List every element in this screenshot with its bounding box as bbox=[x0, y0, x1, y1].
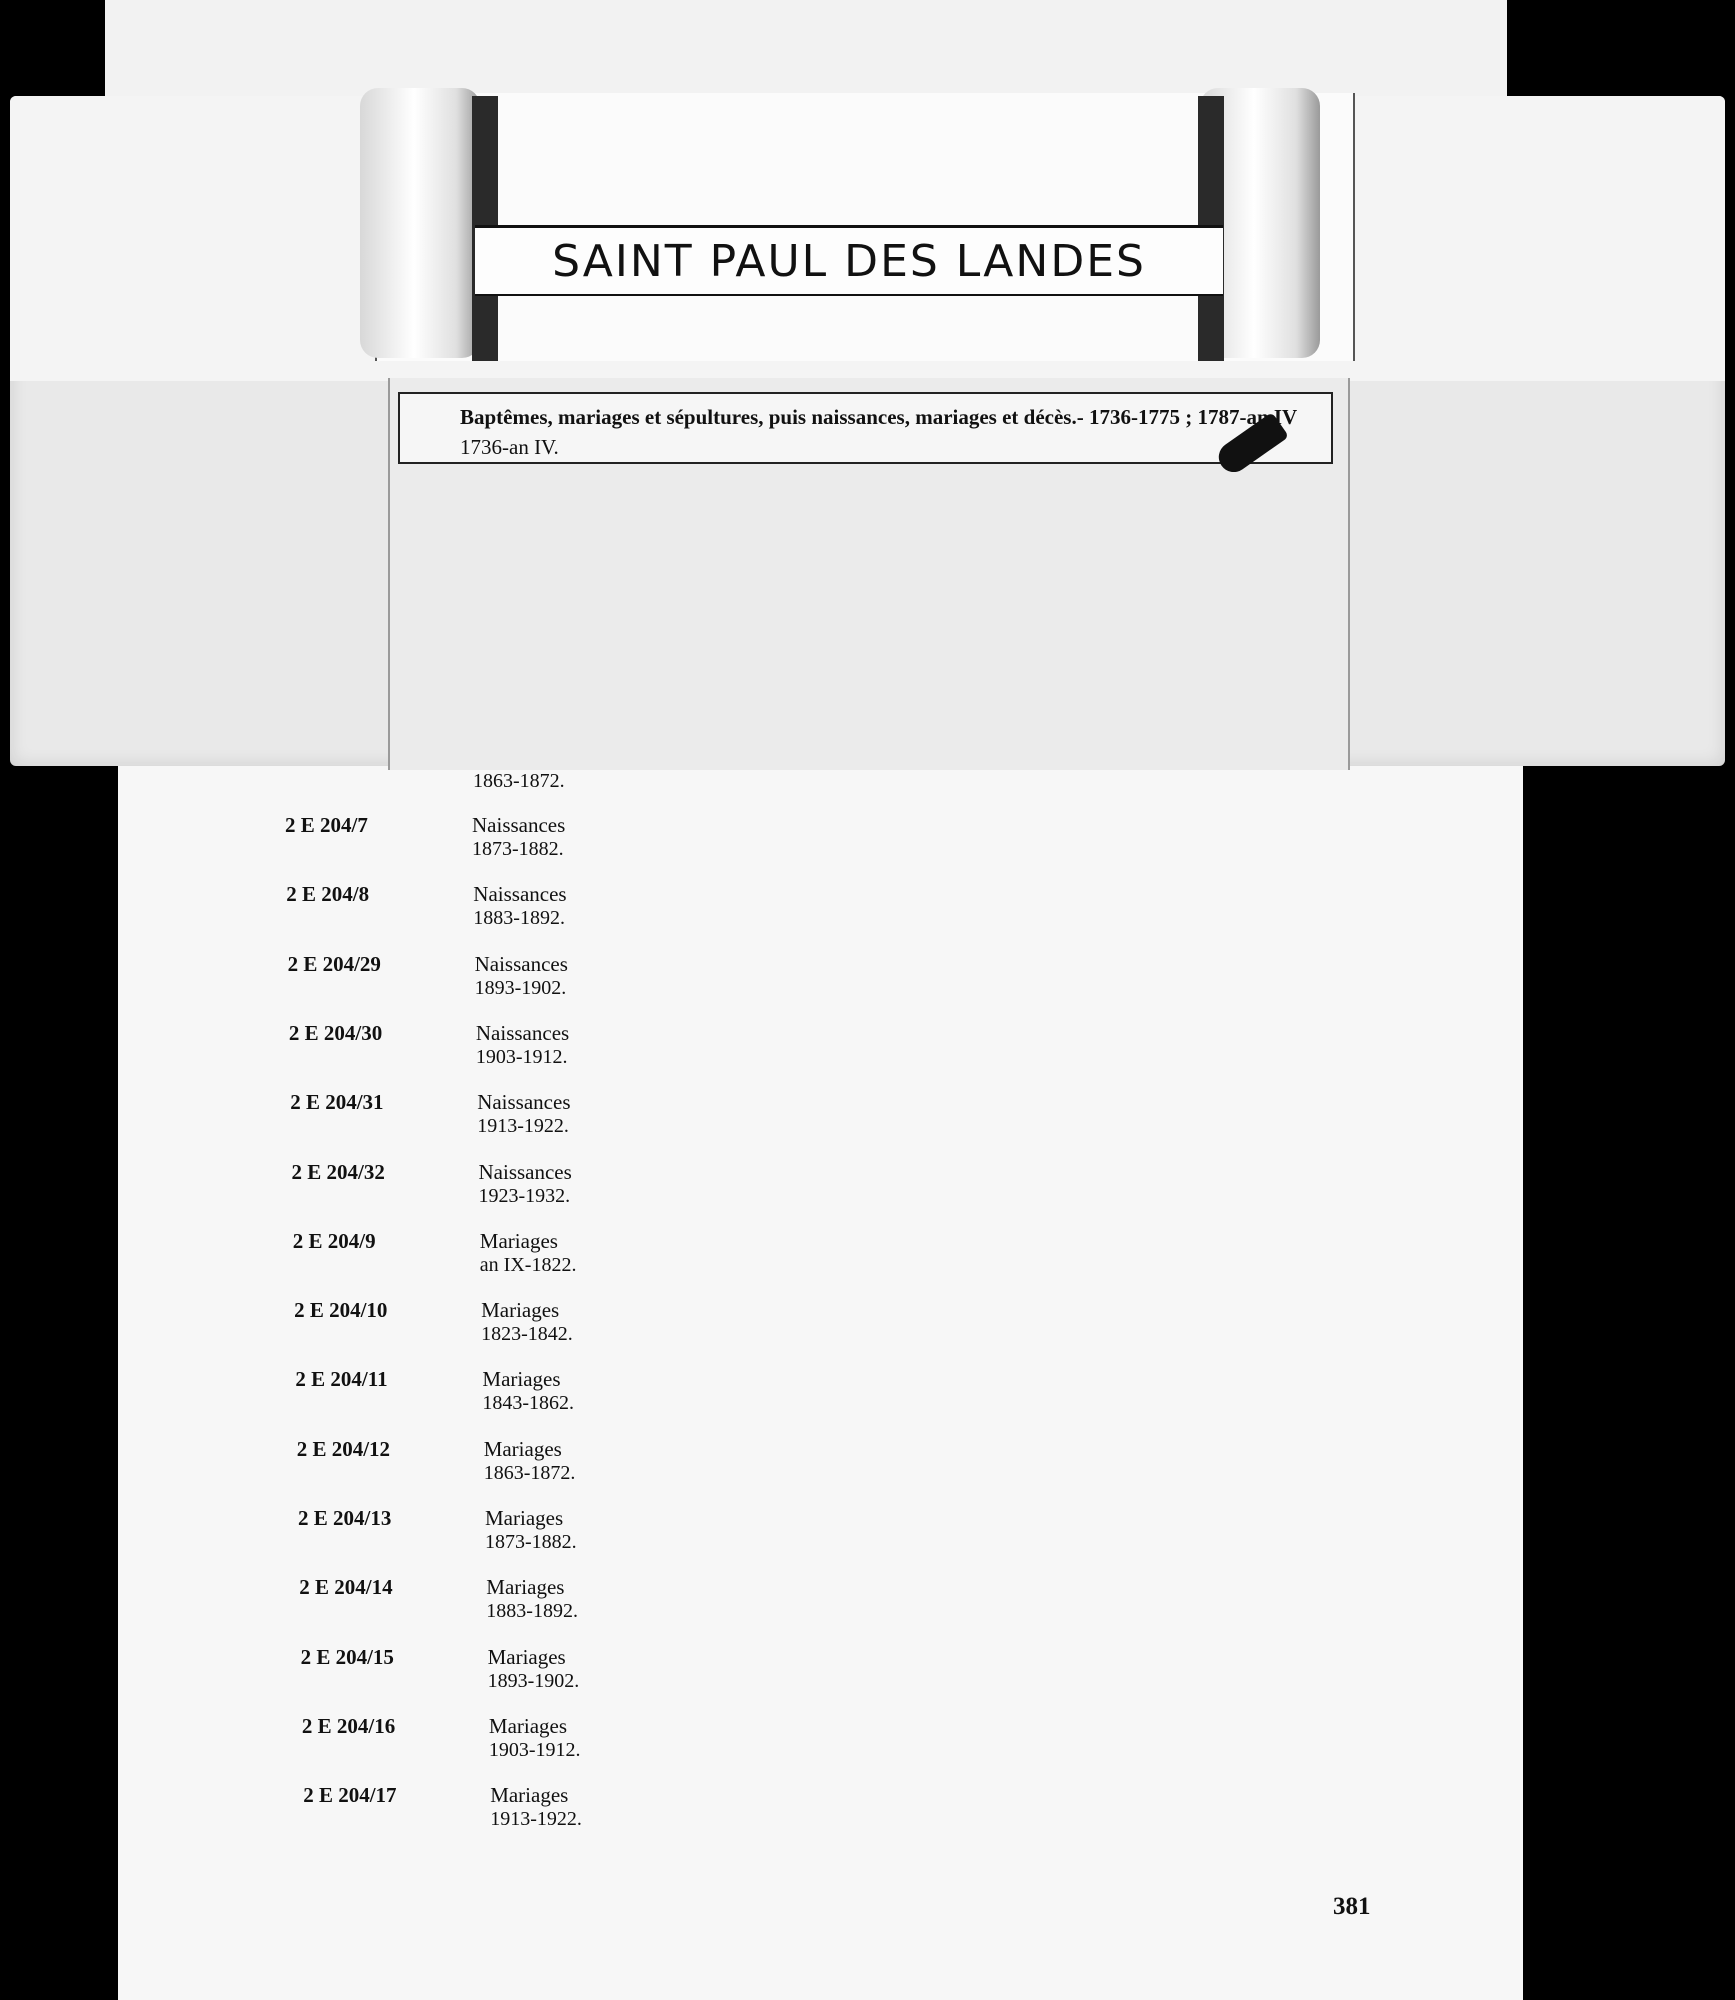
entry-type: Naissances bbox=[477, 1090, 571, 1115]
folder-description bbox=[398, 392, 1333, 464]
entry-code: 2 E 204/29 bbox=[287, 951, 381, 976]
entry-dates: 1873-1882. bbox=[485, 1531, 577, 1553]
entry-code: 2 E 204/17 bbox=[303, 1783, 397, 1808]
folder-title: SAINT PAUL DES LANDES bbox=[552, 235, 1146, 287]
entry-dates: 1913-1922. bbox=[490, 1808, 582, 1831]
entry-type: Mariages bbox=[481, 1298, 560, 1323]
entry-dates: 1903-1912. bbox=[475, 1045, 568, 1068]
description-line-1: Baptêmes, mariages et sépultures, puis naissances, mariages et décès.- 1736-1775 ; 1787-an IV bbox=[460, 405, 1298, 429]
entry-code: 2 E 204/12 bbox=[296, 1436, 391, 1461]
entry-type: Naissances bbox=[475, 1020, 570, 1045]
entry-dates: an IX-1822. bbox=[479, 1253, 577, 1276]
entry-code: 2 E 204/9 bbox=[292, 1228, 376, 1253]
entry-type: Mariages bbox=[490, 1783, 569, 1808]
entry-code: 2 E 204/31 bbox=[290, 1090, 384, 1115]
entry-type: Mariages bbox=[482, 1367, 561, 1392]
entry-dates: 1843-1862. bbox=[482, 1392, 575, 1415]
entry-code: 2 E 204/10 bbox=[294, 1298, 388, 1323]
entry-dates: 1923-1932. bbox=[478, 1184, 571, 1207]
entry-dates: 1883-1892. bbox=[473, 907, 565, 930]
entry-code: 2 E 204/8 bbox=[286, 882, 370, 907]
entry-type: Mariages bbox=[485, 1506, 564, 1530]
page-number: 381 bbox=[1333, 1893, 1371, 1920]
entry-type: Mariages bbox=[487, 1644, 566, 1669]
entry-type: Naissances bbox=[472, 813, 566, 837]
folder-title-box bbox=[475, 225, 1223, 296]
entry-dates: 1893-1902. bbox=[474, 976, 567, 999]
entry-type: Naissances bbox=[473, 882, 567, 907]
entry-code: 2 E 204/15 bbox=[300, 1644, 394, 1669]
entry-code: 2 E 204/30 bbox=[288, 1020, 383, 1045]
partial-entry-dates: 1863-1872. bbox=[473, 770, 565, 792]
entry-dates: 1883-1892. bbox=[486, 1600, 578, 1623]
entry-dates: 1893-1902. bbox=[487, 1669, 580, 1692]
entry-dates: 1903-1912. bbox=[488, 1738, 581, 1761]
entry-code: 2 E 204/32 bbox=[291, 1159, 385, 1184]
entry-dates: 1863-1872. bbox=[483, 1461, 576, 1484]
entry-type: Mariages bbox=[479, 1228, 558, 1253]
entry-type: Naissances bbox=[478, 1159, 572, 1184]
entry-code: 2 E 204/7 bbox=[285, 813, 368, 837]
entry-type: Mariages bbox=[483, 1436, 562, 1461]
entry-dates: 1873-1882. bbox=[472, 838, 564, 860]
entry-code: 2 E 204/13 bbox=[298, 1506, 392, 1530]
entry-dates: 1913-1922. bbox=[477, 1115, 569, 1138]
entry-type: Mariages bbox=[486, 1575, 565, 1600]
entry-code: 2 E 204/14 bbox=[299, 1575, 393, 1600]
entry-type: Mariages bbox=[488, 1713, 568, 1738]
description-line-2: 1736-an IV. bbox=[460, 435, 559, 459]
entry-type: Naissances bbox=[474, 951, 568, 976]
entry-code: 2 E 204/11 bbox=[295, 1367, 388, 1392]
entry-dates: 1823-1842. bbox=[481, 1323, 573, 1346]
entry-code: 2 E 204/16 bbox=[301, 1713, 396, 1738]
left-paper-clip bbox=[360, 88, 480, 358]
